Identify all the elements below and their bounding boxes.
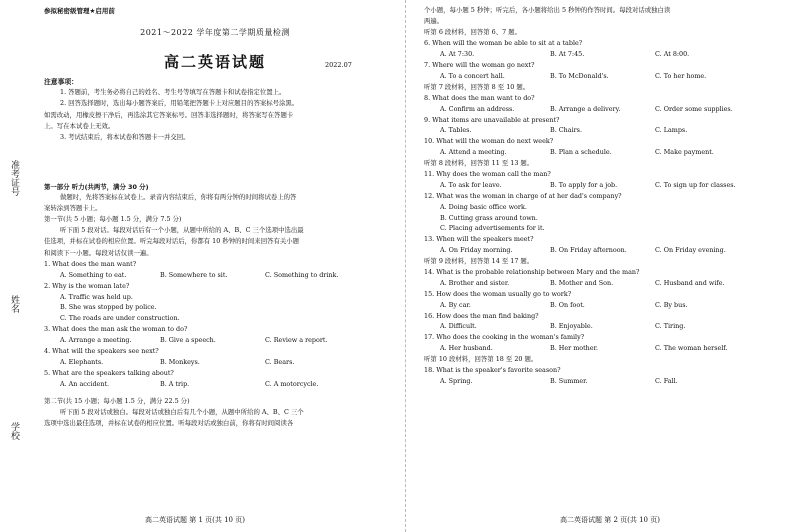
question-item xyxy=(424,267,780,289)
question-item xyxy=(424,38,780,60)
question-stem: 7. Where will the woman go next? xyxy=(424,61,535,70)
section1-intro xyxy=(44,225,392,259)
right-items xyxy=(424,27,780,386)
question-stem: 5. What are the speakers talking about? xyxy=(44,368,174,377)
option-a: A. Something to eat. xyxy=(60,270,127,279)
question-item xyxy=(424,191,780,235)
right-intro-line: 两遍。 xyxy=(424,17,444,26)
options-row xyxy=(424,49,780,60)
question-item xyxy=(44,368,392,390)
secret-level: 参拟秘密级管理★启用前 xyxy=(44,7,115,15)
option-b: B. To apply for a job. xyxy=(550,180,618,189)
question-stem: 14. What is the probable relationship between Mary and the man? xyxy=(424,268,640,276)
option-a: A. By car. xyxy=(440,300,471,309)
option-c: C. To her home. xyxy=(655,71,707,80)
option-a: A. On Friday morning. xyxy=(440,246,513,255)
section1-intro-line: 佳选项，并标在试卷的相应位置。听完每段对话后，你都有 10 秒钟的时间来回答有关小题 xyxy=(44,237,300,246)
section2-intro-line: 选项中选出最佳选项，并标在试卷的相应位置。听每段对话或独白前，你将有时间阅读各 xyxy=(44,418,294,427)
right-content xyxy=(424,5,780,387)
question-item xyxy=(424,136,780,158)
option-c: C. Tiring. xyxy=(655,322,686,331)
option-c: C. Husband and wife. xyxy=(655,278,725,287)
option-a: A. Difficult. xyxy=(440,322,477,331)
question-stem: 1. What does the man want? xyxy=(44,259,137,268)
option-b: B. Her mother. xyxy=(550,344,598,353)
question-stem: 10. What will the woman do next week? xyxy=(424,137,554,146)
option-b: B. Enjoyable. xyxy=(550,322,593,331)
question-item xyxy=(424,93,780,115)
options-row xyxy=(424,125,780,136)
notice-line: 2. 回答选择题时，选出每小题答案后，用铅笔把答题卡上对应题目的答案标号涂黑。 xyxy=(60,99,299,108)
option-a: A. To ask for leave. xyxy=(440,180,502,189)
exam-date: 2022.07 xyxy=(325,61,352,69)
section1-title: 第一节(共 5 小题；每小题 1.5 分，满分 7.5 分) xyxy=(44,215,182,224)
option-b: B. Monkeys. xyxy=(160,357,200,366)
notice-line: 3. 考试结束后，将本试卷和答题卡一并交回。 xyxy=(60,132,190,141)
left-questions xyxy=(44,259,392,390)
option-a: A. Traffic was held up. xyxy=(60,292,133,301)
option-b: B. Plan a schedule. xyxy=(550,148,612,157)
option-a: A. Doing basic office work. xyxy=(440,202,527,211)
option-c: C. Make payment. xyxy=(655,148,714,157)
question-item xyxy=(44,281,392,325)
question-stem: 4. What will the speakers see next? xyxy=(44,346,159,355)
option-c: C. Placing advertisements for it. xyxy=(440,224,545,233)
option-a: A. At 7:30. xyxy=(440,50,475,59)
material-heading: 听第 6 段材料，回答第 6、7 题。 xyxy=(424,28,522,37)
side-label-school: 学校 xyxy=(9,422,19,440)
material-heading: 听第 9 段材料，回答第 14 至 17 题。 xyxy=(424,257,534,266)
question-stem: 15. How does the woman usually go to work? xyxy=(424,289,572,298)
options-row xyxy=(424,343,780,354)
section2-title: 第二节(共 15 小题；每小题 1.5 分，满分 22.5 分) xyxy=(44,396,190,405)
option-c: C. Order some supplies. xyxy=(655,104,733,113)
notice-list xyxy=(44,87,392,143)
question-item xyxy=(424,169,780,191)
option-b: B. To McDonald's. xyxy=(550,71,609,80)
exam-year: 2021～2022 学年度第二学期质量检测 xyxy=(140,28,290,37)
section2-intro-line: 听下面 5 段对话或独白。每段对话或独白后有几个小题，从题中所给的 A、B、C 三个 xyxy=(60,407,304,416)
options-row xyxy=(44,357,392,368)
option-a: A. Elephants. xyxy=(60,357,104,366)
option-a: A. An accident. xyxy=(60,379,110,388)
option-c: C. To sign up for classes. xyxy=(655,180,736,189)
page-divider xyxy=(405,0,406,532)
option-a: A. Tables. xyxy=(440,126,472,135)
notice-line: 如需改动，用橡皮擦干净后，再选涂其它答案标号。回答非选择题时，将答案写在答题卡 xyxy=(44,110,294,119)
option-b: B. Arrange a delivery. xyxy=(550,104,621,113)
section1-intro-line: 听下面 5 段对话。每段对话后有一个小题，从题中所给的 A、B、C 三个选项中选出最 xyxy=(60,226,304,235)
option-c: C. Bears. xyxy=(265,357,295,366)
right-footer: 高二英语试题 第 2 页(共 10 页) xyxy=(560,516,660,524)
question-item xyxy=(424,234,780,256)
question-stem: 18. What is the speaker's favorite season? xyxy=(424,366,561,375)
right-intro xyxy=(424,5,780,27)
material-heading: 听第 8 段材料，回答第 11 至 13 题。 xyxy=(424,159,534,168)
side-label-name: 姓名 xyxy=(9,295,19,313)
question-stem: 3. What does the man ask the woman to do? xyxy=(44,325,188,334)
options-row xyxy=(44,379,392,390)
question-stem: 12. What was the woman in charge of at her dad's company? xyxy=(424,191,622,200)
option-b: B. Chairs. xyxy=(550,126,582,135)
option-b: B. Somewhere to sit. xyxy=(160,270,228,279)
option-b: B. At 7:45. xyxy=(550,50,585,59)
option-b: B. Cutting grass around town. xyxy=(440,213,538,222)
section2-intro xyxy=(44,407,392,429)
side-label-exam-number: 准考证号 xyxy=(9,160,19,196)
option-c: C. By bus. xyxy=(655,300,688,309)
option-c: C. Fall. xyxy=(655,376,678,385)
question-item xyxy=(44,259,392,281)
question-stem: 17. Who does the cooking in the woman's family? xyxy=(424,333,585,342)
options-row xyxy=(424,104,780,115)
options-row xyxy=(424,300,780,311)
option-a: A. Arrange a meeting. xyxy=(60,336,132,345)
notice-line: 上。写在本试卷上无效。 xyxy=(44,121,115,130)
options-row xyxy=(424,71,780,82)
option-b: B. On foot. xyxy=(550,300,585,309)
option-a: A. Her husband. xyxy=(440,344,493,353)
option-b: B. A trip. xyxy=(160,379,190,388)
option-c: C. On Friday evening. xyxy=(655,246,726,255)
option-b: B. Give a speech. xyxy=(160,336,216,345)
option-b: B. She was stopped by police. xyxy=(60,303,157,312)
question-item xyxy=(424,289,780,311)
right-intro-line: 个小题，每小题 5 秒钟；听完后，各小题将给出 5 秒钟的作答时间。每段对话或独白读 xyxy=(424,6,671,14)
options-row xyxy=(424,147,780,158)
question-item xyxy=(424,332,780,354)
option-b: B. On Friday afternoon. xyxy=(550,246,627,255)
question-stem: 16. How does the man find baking? xyxy=(424,311,539,320)
question-stem: 13. When will the speakers meet? xyxy=(424,235,534,244)
left-footer: 高二英语试题 第 1 页(共 10 页) xyxy=(145,516,245,524)
option-c: C. Review a report. xyxy=(265,336,328,345)
question-item xyxy=(44,324,392,346)
option-c: C. A motorcycle. xyxy=(265,379,319,388)
option-c: C. The roads are under construction. xyxy=(60,314,180,323)
question-item xyxy=(44,346,392,368)
question-item xyxy=(424,60,780,82)
option-c: C. Something to drink. xyxy=(265,270,339,279)
options-row xyxy=(424,278,780,289)
question-stem: 8. What does the man want to do? xyxy=(424,93,535,102)
question-item xyxy=(424,115,780,137)
part1-intro-line: 案转涂到答题卡上。 xyxy=(44,203,102,212)
option-b: B. Mother and Son. xyxy=(550,278,614,287)
section1-intro-line: 和阅读下一小题。每段对话仅读一遍。 xyxy=(44,248,153,257)
material-heading: 听第 10 段材料，回答第 18 至 20 题。 xyxy=(424,355,538,364)
question-item xyxy=(424,311,780,333)
question-stem: 11. Why does the woman call the man? xyxy=(424,169,551,178)
page-title: 高二英语试题 xyxy=(163,53,266,71)
notice-title: 注意事项： xyxy=(44,78,78,86)
notice-section xyxy=(44,78,392,143)
options-row xyxy=(44,335,392,346)
material-heading: 听第 7 段材料，回答第 8 至 10 题。 xyxy=(424,82,530,91)
option-a: A. Confirm an address. xyxy=(440,104,515,113)
options-row xyxy=(424,245,780,256)
part1-intro xyxy=(44,192,392,214)
part1-intro-line: 做题时，先将答案标在试卷上。录音内容结束后，你将有两分钟的时间将试卷上的答 xyxy=(60,192,297,201)
option-b: B. Summer. xyxy=(550,376,588,385)
option-c: C. The woman herself. xyxy=(655,344,728,353)
part1-title: 第一部分 听力(共两节，满分 30 分) xyxy=(44,183,149,191)
option-a: A. Attend a meeting. xyxy=(440,148,507,157)
options-row xyxy=(424,180,780,191)
question-stem: 9. What items are unavailable at present? xyxy=(424,115,560,124)
option-a: A. Spring. xyxy=(440,376,473,385)
question-stem: 6. When will the woman be able to sit at a table? xyxy=(424,39,583,48)
question-item xyxy=(424,365,780,387)
option-a: A. Brother and sister. xyxy=(440,278,510,287)
notice-line: 1. 答题前，考生务必将自己的姓名、考生号等填写在答题卡和试卷指定位置上。 xyxy=(60,88,286,97)
options-row xyxy=(424,321,780,332)
question-stem: 2. Why is the woman late? xyxy=(44,281,130,290)
option-c: C. At 8:00. xyxy=(655,50,690,59)
option-c: C. Lamps. xyxy=(655,126,688,135)
options-row xyxy=(44,270,392,281)
option-a: A. To a concert hall. xyxy=(440,71,505,80)
part1-section xyxy=(44,183,392,429)
options-row xyxy=(424,376,780,387)
